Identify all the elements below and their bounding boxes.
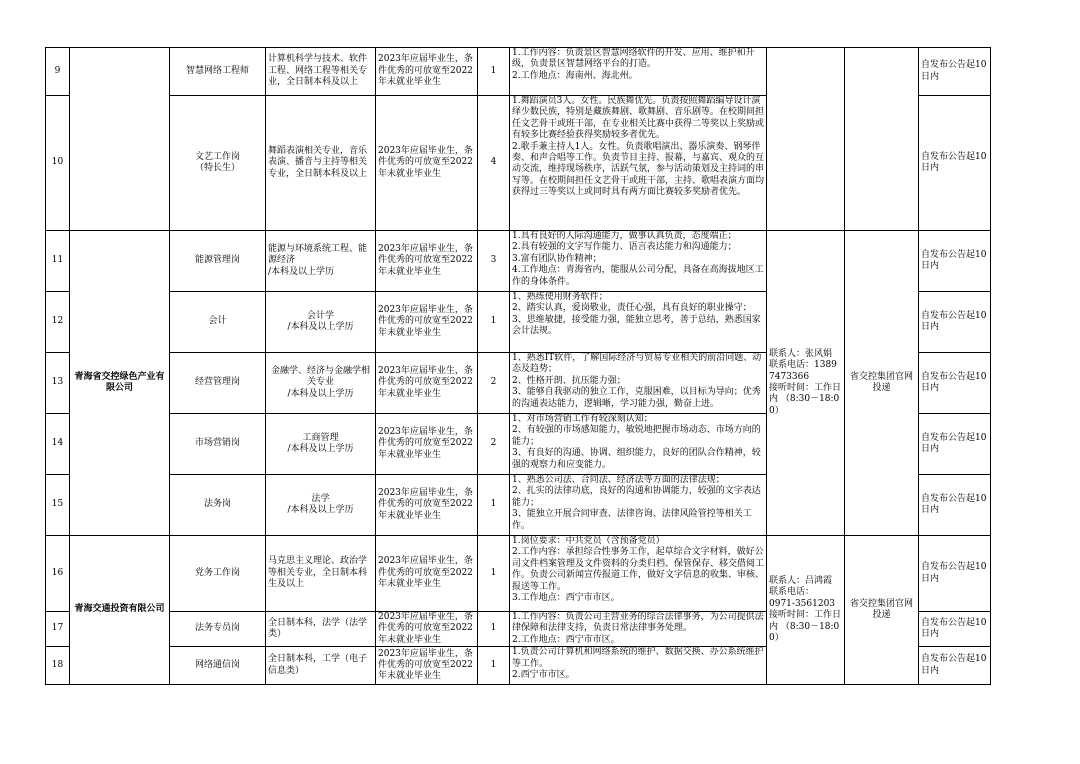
company-cell-empty [70,48,170,231]
row-number: 11 [46,231,70,292]
job-duties: 1、熟悉IT软件，了解国际经济与贸易专业相关的前沿问题、动态及趋势； 2、性格开朗、抗压能力强； 3、能够自我驱动的独立工作，克服困难，以目标为导向；优秀的沟通表达能力，逻辑晰，学习能力强，勤奋上进。 [510,353,767,414]
job-duties: 1.舞蹈演员3人。女性。民族舞优先。负责按照舞蹈编导设计演绎少数民族，特别是藏族舞剧、歌舞剧、音乐剧等。在校期间担任文艺骨干或班干部，在专业相关比赛中获得二等奖以上奖励或有较多比赛经验获得奖励较多者优先。 2.歌手兼主持人1人。女性。负责歌唱演出、器乐演奏、钢琴伴奏、和声合唱等工作。负责节目主持、报幕，与嘉宾、观众的互动交流，维持现场秩序，活跃气氛，参与活动策划及主持词的串写等。在校期间担任文艺骨干或班干部，主持、歌唱表演方面均获得过三等奖以上或同时具有两方面比赛较多奖励者优先。 [510,96,767,231]
major-requirement: 马克思主义理论、政治学等相关专业，全日制本科生及以上 [266,536,376,612]
table-row [46,48,991,96]
deadline-note: 自发布公告起10日内 [919,475,991,536]
table-row [46,536,991,612]
contact-cell-empty [767,48,845,231]
headcount: 3 [478,231,510,292]
job-duties: 1.岗位要求：中共党员（含预备党员） 2.工作内容：承担综合性事务工作，起草综合文字材料，做好公司文件档案管理及文件资料的分类归档、保管保存、移交借阅工作。负责公司新闻宣传报道工作，做好文字信息的收集、审核、报送等工作。 3.工作地点：西宁市市区。 [510,536,767,612]
deadline-note: 自发布公告起10日内 [919,536,991,612]
target-graduates: 2023年应届毕业生，条件优秀的可放宽至2022年未就业毕业生 [376,48,478,96]
company-name-green: 青海省交控绿色产业有限公司 [70,231,170,536]
major-requirement: 舞蹈表演相关专业，音乐表演、播音与主持等相关专业，全日制本科及以上 [266,96,376,231]
headcount: 1 [478,647,510,685]
headcount: 2 [478,414,510,475]
job-duties: 1、熟悉公司法、合同法、经济法等方面的法律法规； 2、扎实的法律功底，良好的沟通和协调能力，较强的文字表达能力； 3、能独立开展合同审查、法律咨询、法律风险管控等相关工作。 [510,475,767,536]
row-number: 13 [46,353,70,414]
position-name: 市场营销岗 [170,414,266,475]
deadline-note: 自发布公告起10日内 [919,48,991,96]
headcount: 1 [478,536,510,612]
major-requirement: 能源与环境系统工程、能源经济 /本科及以上学历 [266,231,376,292]
job-duties: 1.工作内容：负责景区智慧网络软件的开发、应用、维护和升级，负责景区智慧网络平台的打造。 2.工作地点：海南州、海北州。 [510,48,767,96]
position-name: 能源管理岗 [170,231,266,292]
target-graduates: 2023年应届毕业生，条件优秀的可放宽至2022年未就业毕业生 [376,612,478,647]
major-requirement: 法学 /本科及以上学历 [266,475,376,536]
deadline-note: 自发布公告起10日内 [919,231,991,292]
row-number: 15 [46,475,70,536]
apply-channel-green: 省交控集团官网投递 [845,231,919,536]
headcount: 1 [478,48,510,96]
target-graduates: 2023年应届毕业生，条件优秀的可放宽至2022年未就业毕业生 [376,292,478,353]
target-graduates: 2023年应届毕业生，条件优秀的可放宽至2022年未就业毕业生 [376,231,478,292]
target-graduates: 2023年应届毕业生，条件优秀的可放宽至2022年未就业毕业生 [376,536,478,612]
major-requirement: 全日制本科，法学（法学类） [266,612,376,647]
position-name: 会计 [170,292,266,353]
position-name: 经营管理岗 [170,353,266,414]
contact-info-invest: 联系人：吕鸿霞 联系电话： 0971-3561203 接听时间：工作日内 （8:30－18:00） [767,536,845,685]
position-name: 文艺工作岗 （特长生） [170,96,266,231]
position-name: 法务专员岗 [170,612,266,647]
job-duties: 1.具有良好的人际沟通能力，做事认真负责，态度端正； 2.具有较强的文字写作能力、语言表达能力和沟通能力； 3.富有团队协作精神； 4.工作地点：青海省内，能服从公司分配，具备在高海拔地区工作的身体条件。 [510,231,767,292]
major-requirement: 会计学 /本科及以上学历 [266,292,376,353]
recruitment-table [45,47,991,685]
job-duties: 1.工作内容：负责公司主营业务的综合法律事务，为公司提供法律保障和法律支持，负责日常法律事务处理。 2.工作地点：西宁市市区。 [510,612,767,647]
target-graduates: 2023年应届毕业生，条件优秀的可放宽至2022年未就业毕业生 [376,414,478,475]
row-number: 14 [46,414,70,475]
row-number: 10 [46,96,70,231]
job-duties: 1、熟练使用财务软件； 2、踏实认真，爱岗敬业，责任心强，具有良好的职业操守； 3、思维敏捷，接受能力强，能独立思考，善于总结，熟悉国家会计法规。 [510,292,767,353]
contact-info-green: 联系人：张风娟 联系电话：13897473366 接听时间：工作日内 （8:30－18:00） [767,231,845,536]
position-name: 党务工作岗 [170,536,266,612]
target-graduates: 2023年应届毕业生，条件优秀的可放宽至2022年未就业毕业生 [376,647,478,685]
headcount: 1 [478,612,510,647]
apply-channel-invest: 省交控集团官网投递 [845,536,919,685]
table-row [46,231,991,292]
row-number: 18 [46,647,70,685]
target-graduates: 2023年应届毕业生，条件优秀的可放宽至2022年未就业毕业生 [376,353,478,414]
position-name: 智慧网络工程师 [170,48,266,96]
target-graduates: 2023年应届毕业生，条件优秀的可放宽至2022年未就业毕业生 [376,475,478,536]
row-number: 12 [46,292,70,353]
job-duties: 1.负责公司计算机和网络系统的维护、数据交换、办公系统维护等工作。 2.西宁市市区。 [510,647,767,685]
position-name: 网络通信岗 [170,647,266,685]
position-name: 法务岗 [170,475,266,536]
row-number: 9 [46,48,70,96]
deadline-note: 自发布公告起10日内 [919,414,991,475]
headcount: 1 [478,475,510,536]
deadline-note: 自发布公告起10日内 [919,292,991,353]
major-requirement: 金融学、经济与金融学相关专业 /本科及以上学历 [266,353,376,414]
channel-cell-empty [845,48,919,231]
deadline-note: 自发布公告起10日内 [919,96,991,231]
deadline-note: 自发布公告起10日内 [919,647,991,685]
deadline-note: 自发布公告起10日内 [919,612,991,647]
deadline-note: 自发布公告起10日内 [919,353,991,414]
row-number: 17 [46,612,70,647]
headcount: 2 [478,353,510,414]
headcount: 1 [478,292,510,353]
headcount: 4 [478,96,510,231]
job-duties: 1、对市场营销工作有较深刻认知； 2、有较强的市场感知能力，敏锐地把握市场动态、市场方向的能力； 3、有良好的沟通、协调、组织能力，良好的团队合作精神，较强的观察力和应变能力。 [510,414,767,475]
row-number: 16 [46,536,70,612]
major-requirement: 工商管理 /本科及以上学历 [266,414,376,475]
target-graduates: 2023年应届毕业生，条件优秀的可放宽至2022年未就业毕业生 [376,96,478,231]
company-name-invest: 青海交通投资有限公司 [70,536,170,685]
major-requirement: 计算机科学与技术、软件工程、网络工程等相关专业，全日制本科及以上 [266,48,376,96]
major-requirement: 全日制本科，工学（电子信息类） [266,647,376,685]
